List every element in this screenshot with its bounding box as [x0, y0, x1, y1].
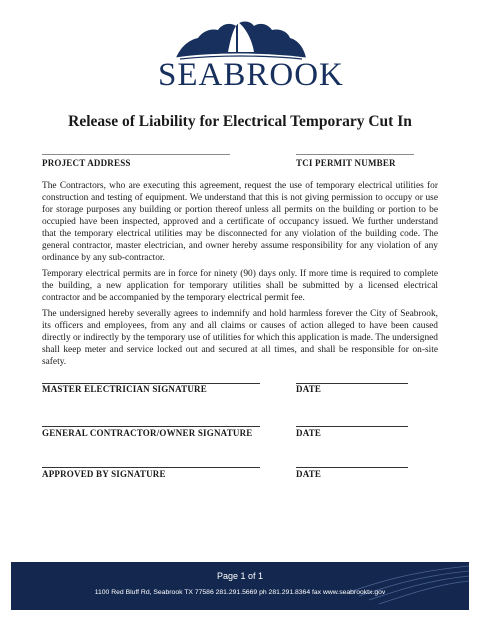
logo-wordmark: SEABROOK: [158, 57, 344, 93]
page-footer: [11, 562, 469, 610]
master-electrician-date-label: DATE: [296, 384, 322, 394]
approved-by-date-line: [296, 467, 408, 468]
approved-by-signature-label: APPROVED BY SIGNATURE: [42, 469, 166, 479]
tci-permit-line: [296, 154, 414, 155]
general-contractor-signature-label: GENERAL CONTRACTOR/OWNER SIGNATURE: [42, 428, 253, 438]
approved-by-signature-line: [42, 467, 260, 468]
general-contractor-signature-line: [42, 426, 260, 427]
footer-address: 1100 Red Bluff Rd, Seabrook TX 77586 281.291.5669 ph 281.291.8364 fax www.seabrooktx.gov: [94, 589, 386, 596]
wave-lines-icon: [349, 562, 469, 610]
seabrook-logo: [158, 18, 344, 93]
paragraph-indemnify: The undersigned hereby severally agrees to indemnify and hold harmless forever the City of Seabrook, its officers and employees, from any and all claims or causes of action alleged to have been caused directly or indirectly by the temporary use of utilities for which this application is made. The undersigned shall keep meter and service locked out and secured at all times, and shall be responsible for on-site safety.: [42, 309, 438, 367]
seabrook-city-logo-icon: [158, 18, 322, 62]
document-title: Release of Liability for Electrical Temporary Cut In: [68, 113, 412, 130]
project-address-label: PROJECT ADDRESS: [42, 158, 131, 168]
approved-by-date-label: DATE: [296, 469, 322, 479]
paragraph-permit-duration: Temporary electrical permits are in force for ninety (90) days only. If more time is required to complete the building, a new application for temporary utilities shall be submitted by a licensed electrical contractor and be accompanied by the temporary electrical permit fee.: [42, 269, 438, 303]
tci-permit-label: TCI PERMIT NUMBER: [296, 158, 396, 168]
master-electrician-signature-label: MASTER ELECTRICIAN SIGNATURE: [42, 384, 207, 394]
project-address-line: [42, 154, 230, 155]
page-number: Page 1 of 1: [216, 571, 264, 581]
general-contractor-date-label: DATE: [296, 428, 322, 438]
general-contractor-date-line: [296, 426, 408, 427]
paragraph-contractors: The Contractors, who are executing this agreement, request the use of temporary electrical utilities for construction and testing of equipment. We understand that this is not giving permission to occupy or use for storage purposes any building or portion thereof unless all permits on the building or portion to be occupied have been inspected, approved and a certificate of occupancy issued. We further understand that the temporary electrical utilities may be disconnected for any violation of the building code. The general contractor, master electrician, and owner hereby assume responsibility for any violation of any ordinance by any sub-contractor.: [42, 181, 438, 263]
